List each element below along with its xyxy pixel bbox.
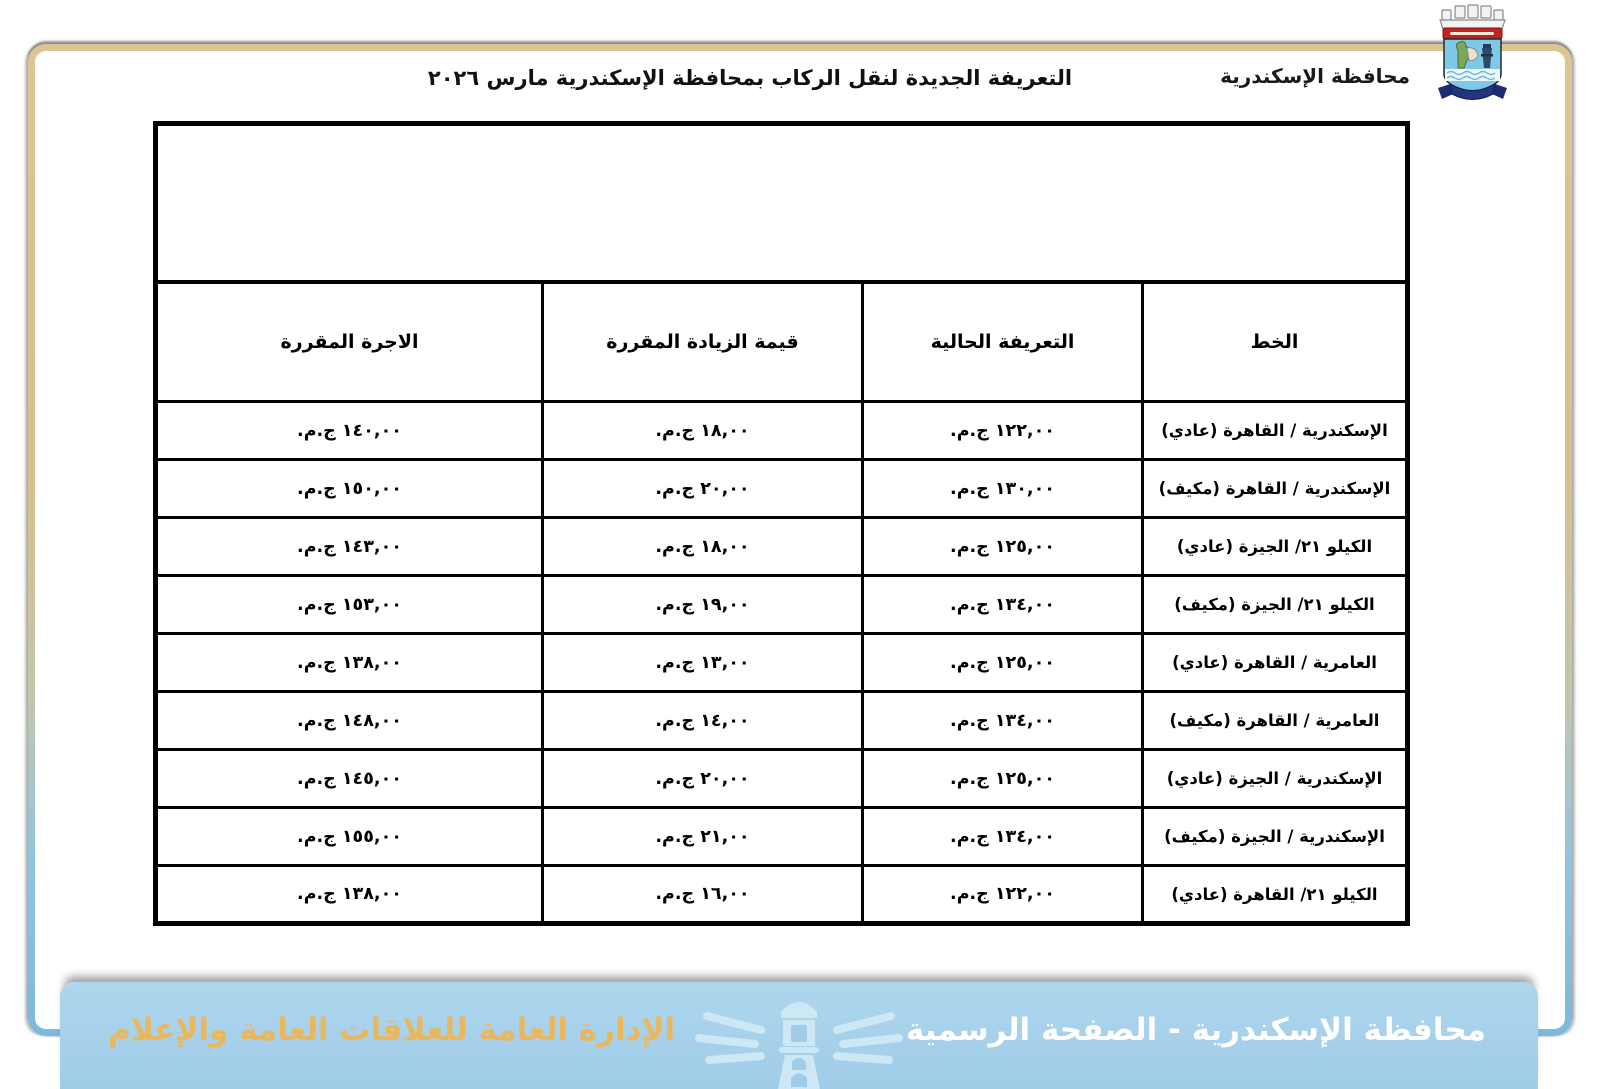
table-row xyxy=(156,808,1408,866)
emblem-svg xyxy=(1420,2,1524,106)
lighthouse-icon xyxy=(689,986,909,1089)
table-row xyxy=(156,460,1408,518)
increase-cell: ١٨,٠٠ ج.م. xyxy=(543,518,863,576)
line-cell: الكيلو ٢١/ الجيزة (مكيف) xyxy=(1143,576,1408,634)
increase-cell: ١٨,٠٠ ج.م. xyxy=(543,402,863,460)
line-cell: الكيلو ٢١/ القاهرة (عادي) xyxy=(1143,866,1408,924)
current-tariff-cell: ١٣٠,٠٠ ج.م. xyxy=(863,460,1143,518)
current-tariff-cell: ١٣٤,٠٠ ج.م. xyxy=(863,576,1143,634)
org-name: محافظة الإسكندرية xyxy=(1220,64,1410,88)
current-tariff-cell: ١٣٤,٠٠ ج.م. xyxy=(863,692,1143,750)
col-header-increase: قيمة الزيادة المقررة xyxy=(543,282,863,402)
increase-cell: ١٣,٠٠ ج.م. xyxy=(543,634,863,692)
new-fare-cell: ١٤٣,٠٠ ج.م. xyxy=(156,518,543,576)
current-tariff-cell: ١٣٤,٠٠ ج.م. xyxy=(863,808,1143,866)
line-cell: الكيلو ٢١/ الجيزة (عادي) xyxy=(1143,518,1408,576)
increase-cell: ١٩,٠٠ ج.م. xyxy=(543,576,863,634)
page-title: التعريفة الجديدة لنقل الركاب بمحافظة الإسكندرية مارس ٢٠٢٦ xyxy=(427,66,1073,90)
table-row xyxy=(156,402,1408,460)
increase-cell: ١٦,٠٠ ج.م. xyxy=(543,866,863,924)
footer-department-label: الإدارة العامة للعلاقات العامة والإعلام xyxy=(108,1012,676,1048)
increase-cell: ٢٠,٠٠ ج.م. xyxy=(543,460,863,518)
new-fare-cell: ١٤٠,٠٠ ج.م. xyxy=(156,402,543,460)
line-cell: الإسكندرية / الجيزة (مكيف) xyxy=(1143,808,1408,866)
table-header-row xyxy=(156,282,1408,402)
col-header-new-fare: الاجرة المقررة xyxy=(156,282,543,402)
table-row xyxy=(156,866,1408,924)
increase-cell: ٢٠,٠٠ ج.م. xyxy=(543,750,863,808)
line-cell: الإسكندرية / القاهرة (عادي) xyxy=(1143,402,1408,460)
current-tariff-cell: ١٢٥,٠٠ ج.م. xyxy=(863,518,1143,576)
col-header-current-tariff: التعريفة الحالية xyxy=(863,282,1143,402)
new-fare-cell: ١٥٠,٠٠ ج.م. xyxy=(156,460,543,518)
new-fare-cell: ١٣٨,٠٠ ج.م. xyxy=(156,866,543,924)
current-tariff-cell: ١٢٥,٠٠ ج.م. xyxy=(863,634,1143,692)
new-fare-cell: ١٤٨,٠٠ ج.م. xyxy=(156,692,543,750)
increase-cell: ٢١,٠٠ ج.م. xyxy=(543,808,863,866)
table-row xyxy=(156,692,1408,750)
table-row xyxy=(156,634,1408,692)
current-tariff-cell: ١٢٥,٠٠ ج.م. xyxy=(863,750,1143,808)
empty-merged-cell xyxy=(156,124,1408,282)
table-row xyxy=(156,576,1408,634)
table-row xyxy=(156,750,1408,808)
table-row xyxy=(156,518,1408,576)
lighthouse-svg xyxy=(689,986,909,1089)
col-header-line: الخط xyxy=(1143,282,1408,402)
increase-cell: ١٤,٠٠ ج.م. xyxy=(543,692,863,750)
new-fare-cell: ١٥٥,٠٠ ج.م. xyxy=(156,808,543,866)
current-tariff-cell: ١٢٢,٠٠ ج.م. xyxy=(863,402,1143,460)
table-empty-top-row xyxy=(156,124,1408,282)
line-cell: العامرية / القاهرة (عادي) xyxy=(1143,634,1408,692)
current-tariff-cell: ١٢٢,٠٠ ج.م. xyxy=(863,866,1143,924)
alexandria-governorate-emblem-icon xyxy=(1420,2,1524,106)
new-fare-cell: ١٥٣,٠٠ ج.م. xyxy=(156,576,543,634)
footer-official-page-label: محافظة الإسكندرية - الصفحة الرسمية xyxy=(905,1012,1486,1048)
new-fare-cell: ١٣٨,٠٠ ج.م. xyxy=(156,634,543,692)
line-cell: الإسكندرية / الجيزة (عادي) xyxy=(1143,750,1408,808)
line-cell: الإسكندرية / القاهرة (مكيف) xyxy=(1143,460,1408,518)
footer-bar xyxy=(60,982,1538,1089)
line-cell: العامرية / القاهرة (مكيف) xyxy=(1143,692,1408,750)
new-fare-cell: ١٤٥,٠٠ ج.م. xyxy=(156,750,543,808)
tariff-table xyxy=(153,121,1410,926)
